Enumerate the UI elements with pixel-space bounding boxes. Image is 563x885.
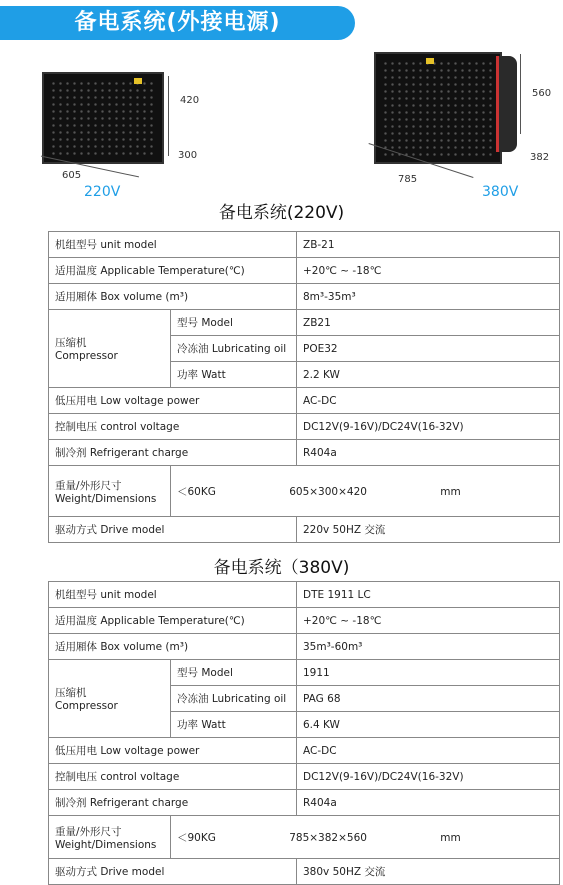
- row-label: 适用温度 Applicable Temperature(℃): [49, 258, 297, 284]
- table-row: [49, 517, 560, 543]
- spec-table-380v: [48, 581, 560, 885]
- row-label: 制冷剂 Refrigerant charge: [49, 790, 297, 816]
- row-value: DTE 1911 LC: [297, 582, 560, 608]
- warning-label-icon: [134, 78, 142, 84]
- row-label: 功率 Watt: [171, 712, 297, 738]
- compressor-label: 压缩机 Compressor: [49, 310, 171, 388]
- row-value: PAG 68: [297, 686, 560, 712]
- table-row: [49, 790, 560, 816]
- row-label: 型号 Model: [171, 660, 297, 686]
- row-label: 低压用电 Low voltage power: [49, 388, 297, 414]
- table-row: [49, 816, 560, 859]
- row-value: 1911: [297, 660, 560, 686]
- row-label: 型号 Model: [171, 310, 297, 336]
- table-row: [49, 414, 560, 440]
- table-row: [49, 608, 560, 634]
- row-label: 驱动方式 Drive model: [49, 859, 297, 885]
- weight-dimensions-value: ＜90KG 785×382×560 mm: [171, 816, 560, 859]
- section-title-220v: 备电系统(220V): [218, 203, 345, 223]
- row-value: AC-DC: [297, 388, 560, 414]
- table-row: [49, 466, 560, 517]
- row-value: AC-DC: [297, 738, 560, 764]
- row-value: 380v 50HZ 交流: [297, 859, 560, 885]
- table-row: [49, 859, 560, 885]
- row-value: R404a: [297, 790, 560, 816]
- row-label: 制冷剂 Refrigerant charge: [49, 440, 297, 466]
- row-value: +20℃ ~ -18℃: [297, 608, 560, 634]
- compressor-label: 压缩机 Compressor: [49, 660, 171, 738]
- table-row: [49, 634, 560, 660]
- row-value: 6.4 KW: [297, 712, 560, 738]
- warning-label-icon: [426, 58, 434, 64]
- table-row: [49, 232, 560, 258]
- section-title-380v: 备电系统（380V): [213, 558, 350, 578]
- row-value: DC12V(9-16V)/DC24V(16-32V): [297, 764, 560, 790]
- voltage-label-380v: 380V: [482, 184, 519, 200]
- generator-box-illustration: [374, 52, 502, 164]
- voltage-label-220v: 220V: [84, 184, 121, 200]
- page-banner: 备电系统(外接电源): [0, 6, 355, 40]
- row-value: 8m³-35m³: [297, 284, 560, 310]
- dim-width: 785: [398, 174, 418, 185]
- cable-harness-icon: [496, 56, 517, 152]
- table-row: [49, 582, 560, 608]
- row-label: 机组型号 unit model: [49, 232, 297, 258]
- row-value: ZB21: [297, 310, 560, 336]
- row-value: ZB-21: [297, 232, 560, 258]
- dim-depth: 300: [178, 150, 198, 161]
- row-value: +20℃ ~ -18℃: [297, 258, 560, 284]
- spec-table-220v: [48, 231, 560, 543]
- row-value: R404a: [297, 440, 560, 466]
- row-label: 机组型号 unit model: [49, 582, 297, 608]
- row-label: 低压用电 Low voltage power: [49, 738, 297, 764]
- table-row: [49, 660, 560, 686]
- table-row: [49, 440, 560, 466]
- row-label: 控制电压 control voltage: [49, 414, 297, 440]
- row-label: 适用厢体 Box volume (m³): [49, 634, 297, 660]
- row-label: 冷冻油 Lubricating oil: [171, 686, 297, 712]
- row-value: POE32: [297, 336, 560, 362]
- dim-width: 605: [62, 170, 82, 181]
- table-row: [49, 310, 560, 336]
- row-label: 适用厢体 Box volume (m³): [49, 284, 297, 310]
- table-row: [49, 284, 560, 310]
- dim-height: 420: [180, 95, 200, 106]
- table-row: [49, 388, 560, 414]
- row-value: DC12V(9-16V)/DC24V(16-32V): [297, 414, 560, 440]
- row-value: 2.2 KW: [297, 362, 560, 388]
- row-label: 控制电压 control voltage: [49, 764, 297, 790]
- row-value: 220v 50HZ 交流: [297, 517, 560, 543]
- row-label: 重量/外形尺寸 Weight/Dimensions: [49, 466, 171, 517]
- table-row: [49, 258, 560, 284]
- table-row: [49, 738, 560, 764]
- dim-height: 560: [532, 88, 552, 99]
- row-value: 35m³-60m³: [297, 634, 560, 660]
- row-label: 功率 Watt: [171, 362, 297, 388]
- row-label: 重量/外形尺寸 Weight/Dimensions: [49, 816, 171, 859]
- row-label: 冷冻油 Lubricating oil: [171, 336, 297, 362]
- dim-depth: 382: [530, 152, 550, 163]
- row-label: 驱动方式 Drive model: [49, 517, 297, 543]
- table-row: [49, 764, 560, 790]
- generator-box-illustration: [42, 72, 164, 164]
- row-label: 适用温度 Applicable Temperature(℃): [49, 608, 297, 634]
- weight-dimensions-value: ＜60KG 605×300×420 mm: [171, 466, 560, 517]
